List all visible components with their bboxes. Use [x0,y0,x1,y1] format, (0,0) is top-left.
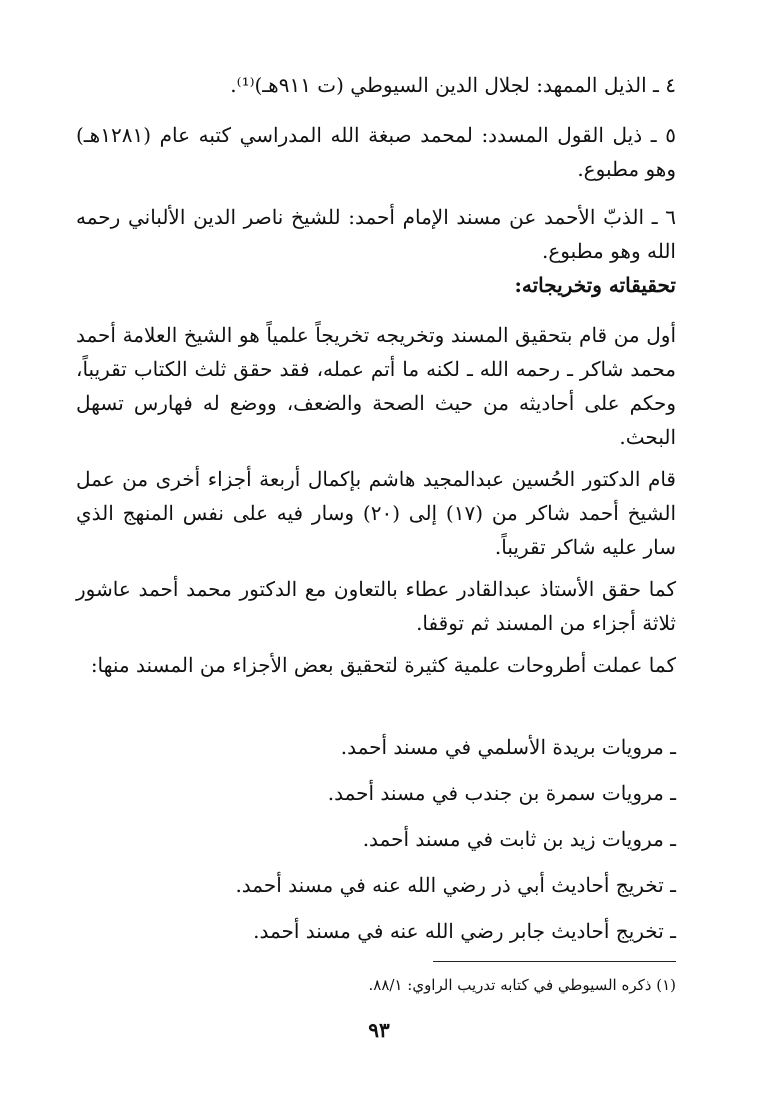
paragraph-4: كما عملت أطروحات علمية كثيرة لتحقيق بعض الأجزاء من المسند منها: [90,653,676,677]
paragraph-1: أول من قام بتحقيق المسند وتخريجه تخريجاً علمياً هو الشيخ العلامة أحمد محمد شاكر ـ رحمه الله ـ لكنه ما أتم عمله، فقد حقق ثلث الكتاب تقريباً، وحكم على أحاديثه من حيث الصحة والضعف، ووضع له فهارس تسهل البحث. [76,323,676,449]
list-item-4: ٤ ـ الذيل الممهد: لجلال الدين السيوطي (ت ٩١١هـ)⁽¹⁾. [230,73,676,97]
footnote-divider [433,961,676,962]
bullet-item: ـ مرويات زيد بن ثابت في مسند أحمد. [362,827,676,851]
bullet-item: ـ مرويات بريدة الأسلمي في مسند أحمد. [340,735,676,759]
list-item-6: ٦ ـ الذبّ الأحمد عن مسند الإمام أحمد: للشيخ ناصر الدين الألباني رحمه الله وهو مطبوع. [76,205,676,263]
bullet-item: ـ تخريج أحاديث أبي ذر رضي الله عنه في مسند أحمد. [235,873,676,897]
list-item-5: ٥ ـ ذيل القول المسدد: لمحمد صبغة الله المدراسي كتبه عام (١٢٨١هـ) وهو مطبوع. [76,123,676,181]
paragraph-2: قام الدكتور الحُسين عبدالمجيد هاشم بإكمال أربعة أجزاء أخرى من عمل الشيخ أحمد شاكر من (١٧) إلى (٢٠) وسار فيه على نفس المنهج الذي سار عليه شاكر تقريباً. [76,467,677,559]
bullet-item: ـ مرويات سمرة بن جندب في مسند أحمد. [327,781,676,805]
paragraph-3: كما حقق الأستاذ عبدالقادر عطاء بالتعاون مع الدكتور محمد أحمد عاشور ثلاثة أجزاء من المسند ثم توقفا. [76,577,676,635]
section-heading: تحقيقاته وتخريجاته: [514,273,676,297]
bullet-item: ـ تخريج أحاديث جابر رضي الله عنه في مسند أحمد. [253,919,676,943]
page-number: ٩٣ [368,1018,390,1042]
footnote: (١) ذكره السيوطي في كتابه تدريب الراوي: ٨٨/١. [368,976,676,994]
